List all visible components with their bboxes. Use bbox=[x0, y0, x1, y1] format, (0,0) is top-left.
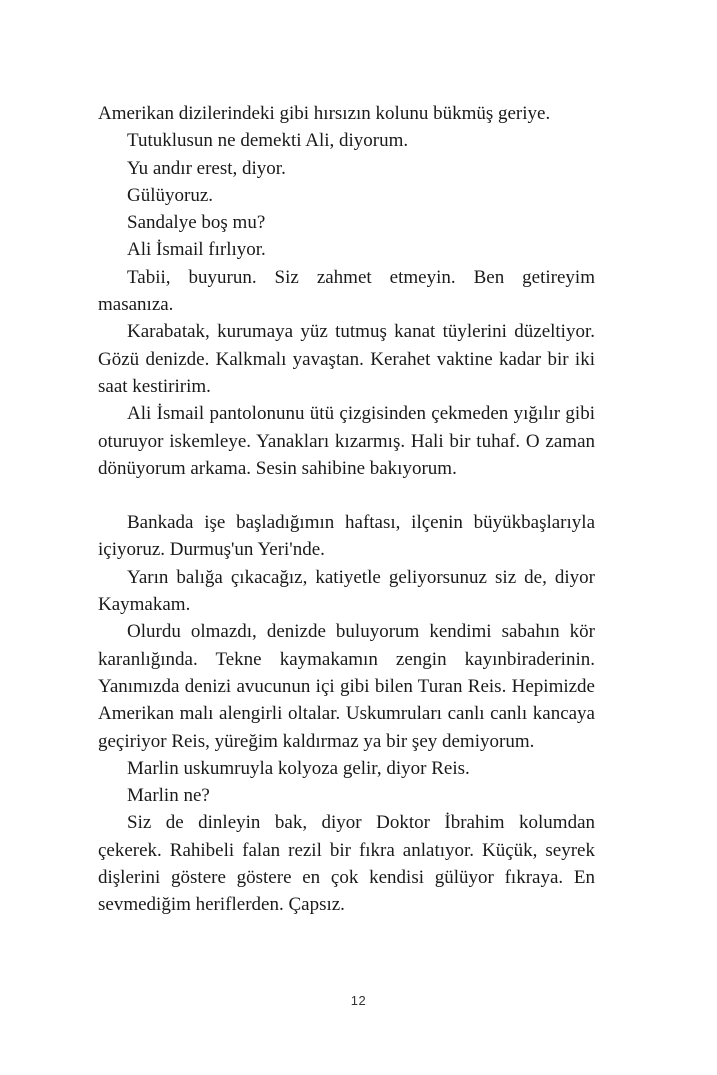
paragraph: Karabatak, kurumaya yüz tutmuş kanat tüylerini düzeltiyor. Gözü denizde. Kalkmalı yavaştan. Kerahet vaktine kadar bir iki saat kestiririm. bbox=[98, 321, 595, 397]
page-number: 12 bbox=[350, 993, 367, 1008]
paragraph: Gülüyoruz. bbox=[127, 184, 214, 206]
section-break bbox=[98, 482, 595, 509]
paragraph: Marlin uskumruyla kolyoza gelir, diyor Reis. bbox=[127, 757, 470, 779]
paragraph: Yu andır erest, diyor. bbox=[127, 157, 286, 179]
book-page-text bbox=[98, 100, 595, 919]
paragraph: Ali İsmail pantolonunu ütü çizgisinden çekmeden yığılır gibi oturuyor iskemleye. Yanakları kızarmış. Hali bir tuhaf. O zaman dönüyorum arkama. Sesin sahibine bakıyorum. bbox=[98, 403, 595, 479]
paragraph: Bankada işe başladığımın haftası, ilçenin büyükbaşlarıyla içiyoruz. Durmuş'un Yeri'nde. bbox=[98, 512, 595, 561]
paragraph: Tabii, buyurun. Siz zahmet etmeyin. Ben getireyim masanıza. bbox=[98, 266, 595, 316]
paragraph: Marlin ne? bbox=[127, 785, 210, 807]
paragraph: Tutuklusun ne demekti Ali, diyorum. bbox=[127, 130, 409, 152]
paragraph: Yarın balığa çıkacağız, katiyetle geliyorsunuz siz de, diyor Kaymakam. bbox=[98, 566, 595, 616]
paragraph: Amerikan dizilerindeki gibi hırsızın kolunu bükmüş geriye. bbox=[98, 103, 551, 124]
paragraph: Ali İsmail fırlıyor. bbox=[127, 239, 266, 261]
paragraph: Olurdu olmazdı, denizde buluyorum kendimi sabahın kör karanlığında. Tekne kaymakamın zengin kayınbiraderinin. Yanımızda denizi avucunun içi gibi bilen Turan Reis. Hepimizde Amerikan malı alengirli oltalar. Uskumruları canlı canlı kancaya geçiriyor Reis, yüreğim kaldırmaz ya bir şey demiyorum. bbox=[98, 621, 595, 752]
paragraph: Sandalye boş mu? bbox=[127, 212, 266, 234]
paragraph: Siz de dinleyin bak, diyor Doktor İbrahim kolumdan çekerek. Rahibeli falan rezil bir fıkra anlatıyor. Küçük, seyrek dişlerini göstere göstere en çok kendisi gülüyor fıkraya. En sevmediğim heriflerden. Çapsız. bbox=[98, 812, 595, 916]
